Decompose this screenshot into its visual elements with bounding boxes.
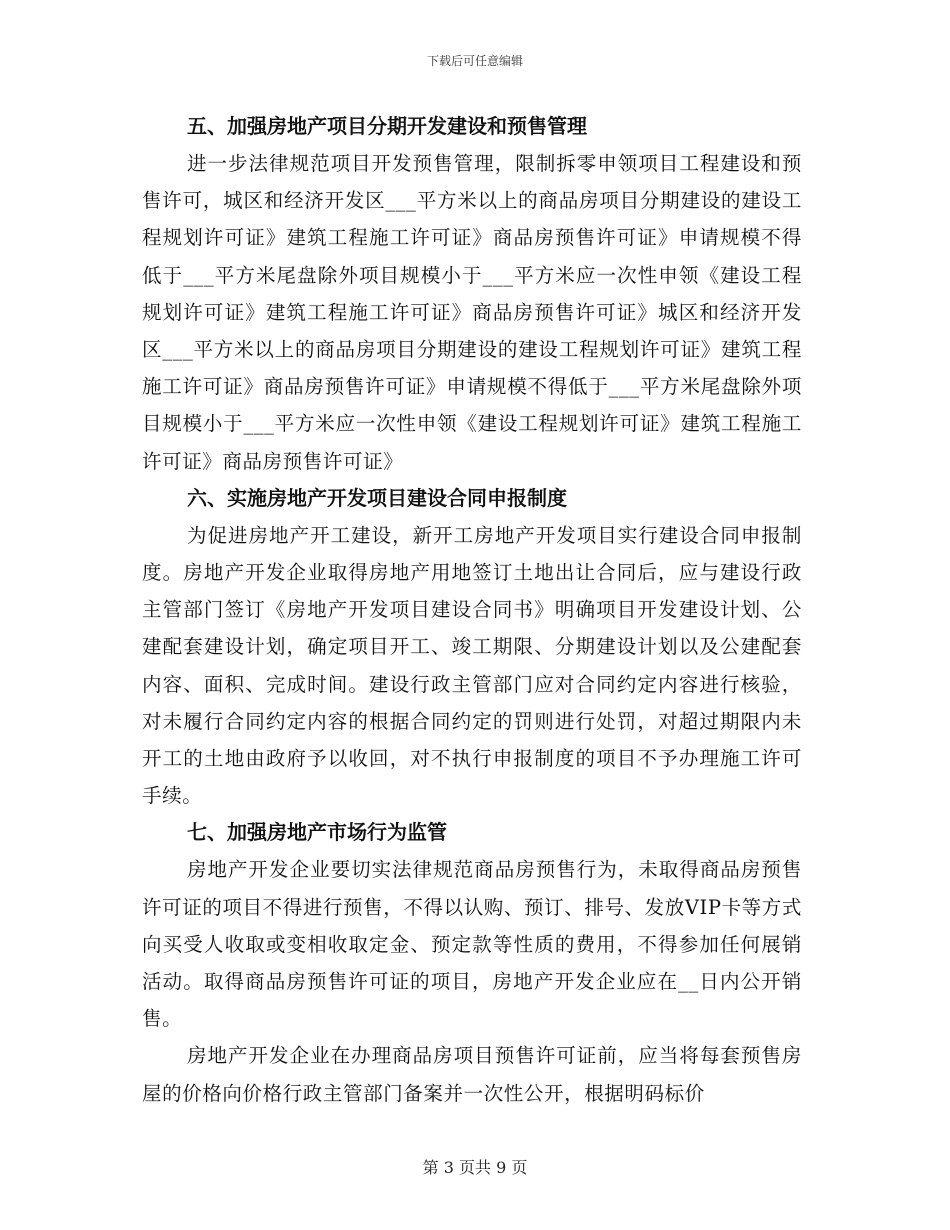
section-6-paragraph-1: 为促进房地产开工建设，新开工房地产开发项目实行建设合同申报制度。房地产开发企业取得房地产用地签订土地出让合同后，应与建设行政主管部门签订《房地产开发项目建设合同书》明确项目开发建设计划、公建配套建设计划，确定项目开工、竣工期限、分期建设计划以及公建配套内容、面积、完成时间。建设行政主管部门应对合同约定内容进行核验，对未履行合同约定内容的根据合同约定的罚则进行处罚，对超过期限内未开工的土地由政府予以收回，对不执行申报制度的项目不予办理施工许可手续。 xyxy=(142,523,802,808)
page-header: 下载后可任意编辑 xyxy=(426,54,523,68)
section-5-paragraph-1: 进一步法律规范项目开发预售管理，限制拆零申领项目工程建设和预售许可，城区和经济开发区___平方米以上的商品房项目分期建设的建设工程规划许可证》建筑工程施工许可证》商品房预售许可证》申请规模不得低于___平方米尾盘除外项目规模小于___平方米应一次性申领《建设工程规划许可证》建筑工程施工许可证》商品房预售许可证》城区和经济开发区___平方米以上的商品房项目分期建设的建设工程规划许可证》建筑工程施工许可证》商品房预售许可证》申请规模不得低于___平方米尾盘除外项目规模小于___平方米应一次性申领《建设工程规划许可证》建筑工程施工许可证》商品房预售许可证》 xyxy=(142,152,802,473)
section-7-paragraph-1: 房地产开发企业要切实法律规范商品房预售行为，未取得商品房预售许可证的项目不得进行预售，不得以认购、预订、排号、发放VIP卡等方式向买受人收取或变相收取定金、预定款等性质的费用，不得参加任何展销活动。取得商品房预售许可证的项目，房地产开发企业应在__日内公开销售。 xyxy=(142,858,802,1031)
section-heading-7: 七、加强房地产市场行为监管 xyxy=(187,820,447,845)
page-number: 第 3 页共 9 页 xyxy=(422,1158,528,1177)
section-heading-6: 六、实施房地产开发项目建设合同申报制度 xyxy=(187,485,567,510)
section-7-paragraph-2: 房地产开发企业在办理商品房项目预售许可证前，应当将每套预售房屋的价格向价格行政主管部门备案并一次性公开，根据明码标价 xyxy=(142,1044,802,1105)
document-body xyxy=(142,108,802,1112)
section-heading-5: 五、加强房地产项目分期开发建设和预售管理 xyxy=(187,114,587,138)
